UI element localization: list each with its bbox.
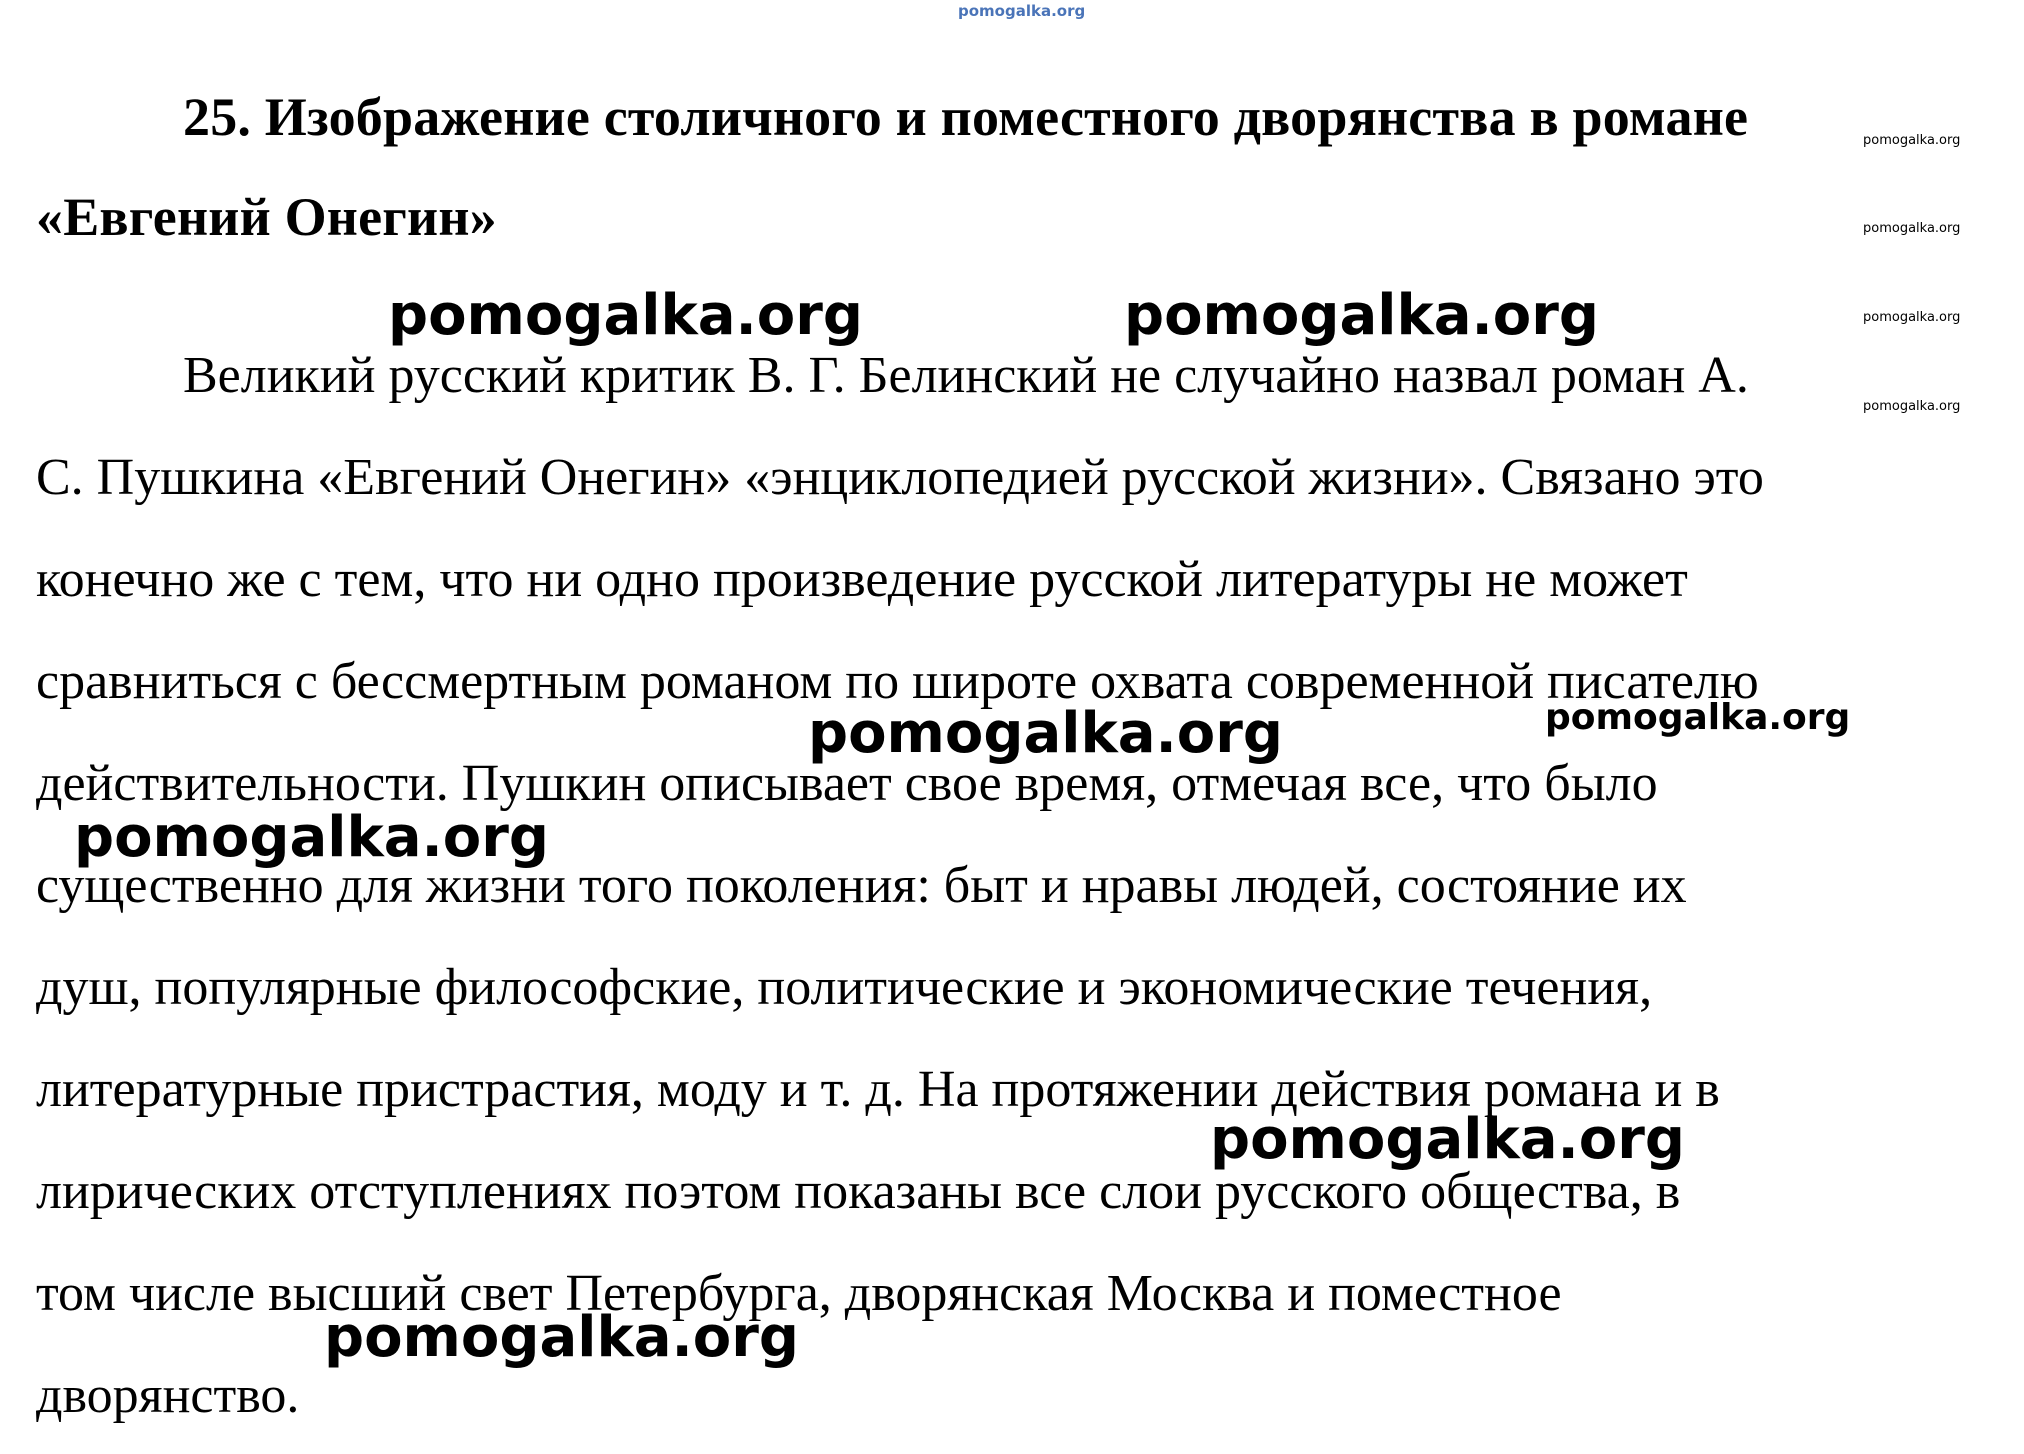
- watermark-small: pomogalka.org: [1863, 221, 1961, 236]
- top-watermark: pomogalka.org: [958, 2, 1086, 20]
- body-line-7: душ, популярные философские, политические и экономические течения,: [36, 959, 1653, 1016]
- body-line-2: С. Пушкина «Евгений Онегин» «энциклопедией русской жизни». Связано это: [36, 449, 1764, 506]
- body-line-1: Великий русский критик В. Г. Белинский не случайно назвал роман А.: [183, 347, 1749, 404]
- body-line-5: действительности. Пушкин описывает свое время, отмечая все, что было: [36, 755, 1658, 812]
- watermark-large: pomogalka.org: [1210, 1107, 1685, 1172]
- heading-line-2: «Евгений Онегин»: [36, 187, 497, 247]
- heading-line-1: 25. Изображение столичного и поместного дворянства в романе: [183, 87, 1749, 147]
- watermark-small: pomogalka.org: [1863, 399, 1961, 414]
- watermark-large: pomogalka.org: [1124, 283, 1599, 348]
- watermark-large: pomogalka.org: [808, 701, 1283, 766]
- watermark-small: pomogalka.org: [1863, 133, 1961, 148]
- body-line-9: лирических отступлениях поэтом показаны все слои русского общества, в: [36, 1163, 1681, 1220]
- body-line-8: литературные пристрастия, моду и т. д. На протяжении действия романа и в: [36, 1061, 1720, 1118]
- body-line-11: дворянство.: [36, 1367, 300, 1424]
- watermark-large: pomogalka.org: [324, 1305, 799, 1370]
- body-line-4: сравниться с бессмертным романом по широте охвата современной писателю: [36, 653, 1759, 710]
- watermark-medium: pomogalka.org: [1545, 697, 1851, 738]
- watermark-small: pomogalka.org: [1863, 310, 1961, 325]
- body-line-10: том числе высший свет Петербурга, дворянская Москва и поместное: [36, 1265, 1562, 1322]
- body-line-6: существенно для жизни того поколения: быт и нравы людей, состояние их: [36, 857, 1687, 914]
- body-line-3: конечно же с тем, что ни одно произведение русской литературы не может: [36, 551, 1688, 608]
- watermark-large: pomogalka.org: [74, 805, 549, 870]
- watermark-large: pomogalka.org: [388, 283, 863, 348]
